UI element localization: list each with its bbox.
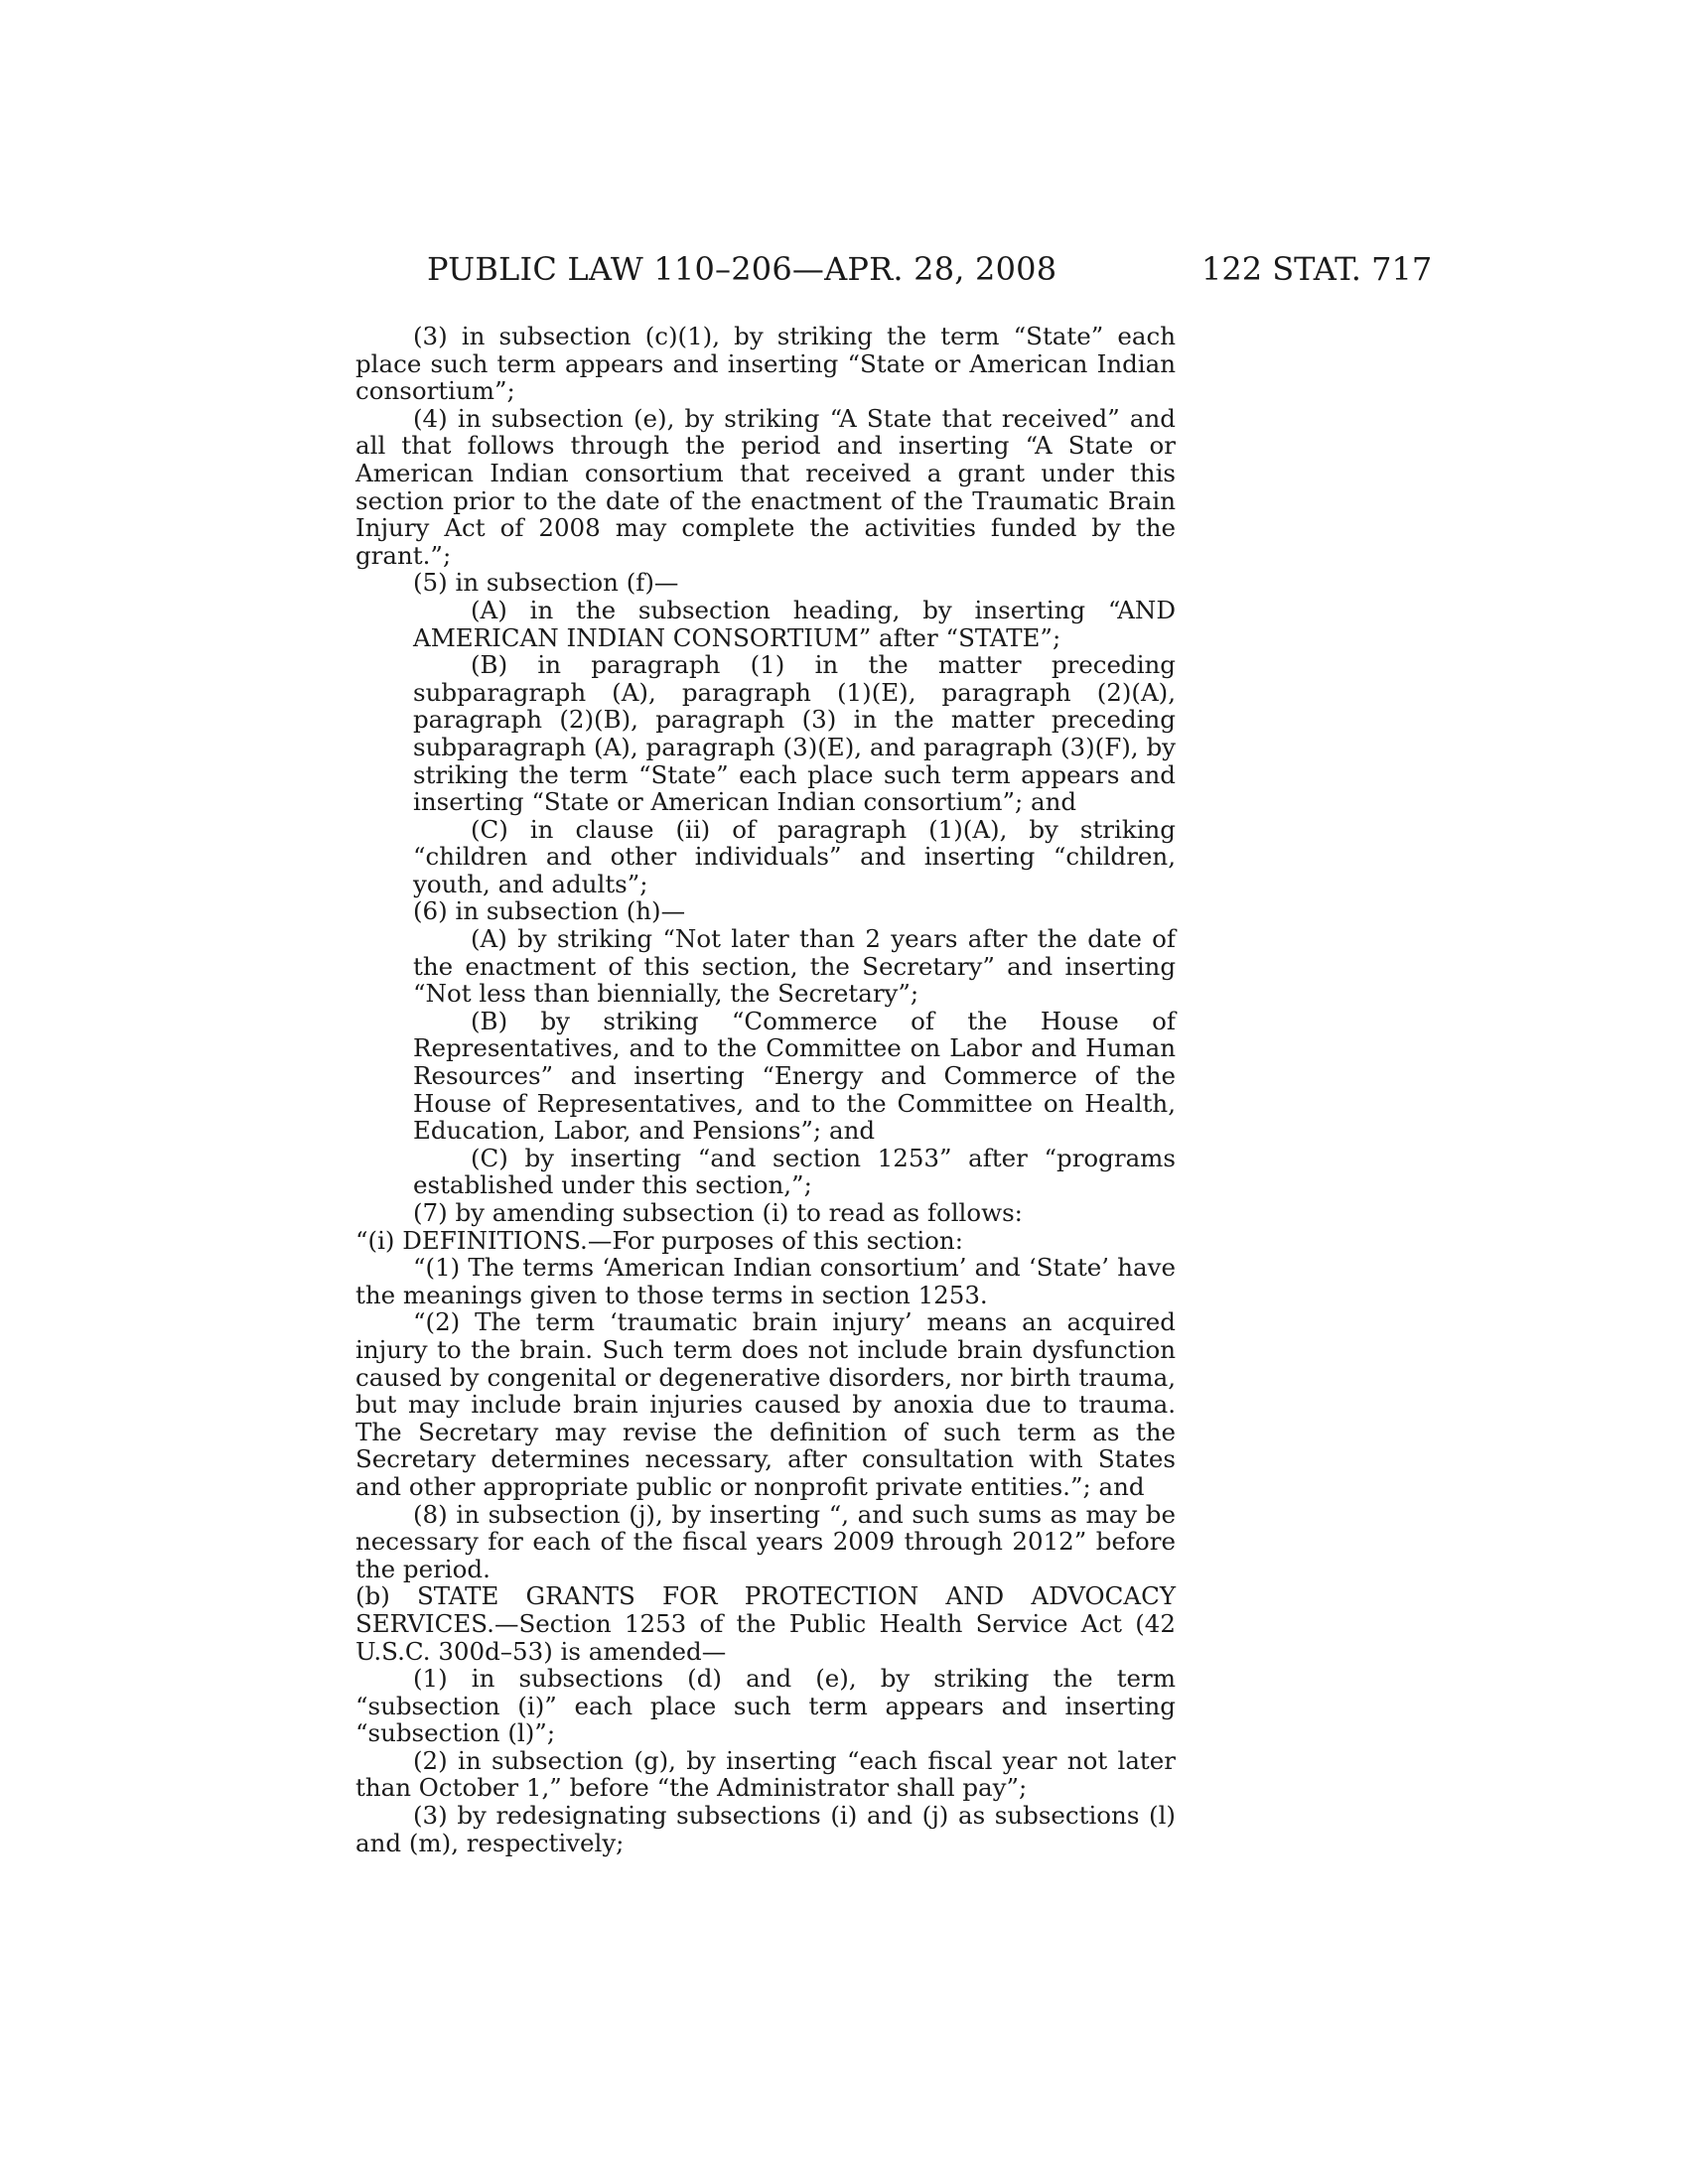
paragraph: (A) by striking “Not later than 2 years after the date of the enactment of this section, the Secretary” and inserting “Not less than biennially, the Secretary”;: [413, 924, 1176, 1009]
paragraph: “(2) The term ‘traumatic brain injury’ means an acquired injury to the brain. Such term does not include brain dysfunction caused by congenital or degenerative disorders, nor birth trauma, but may include brain injuries caused by anoxia due to trauma. The Secretary may revise the definition of such term as the Secretary determines necessary, after consultation with States and other appropriate public or nonprofit private entities.”; and: [355, 1307, 1176, 1501]
paragraph: (C) in clause (ii) of paragraph (1)(A), by striking “children and other individuals” and inserting “children, youth, and adults”;: [413, 814, 1176, 898]
paragraph: (C) by inserting “and section 1253” after “programs established under this section,”;: [413, 1143, 1176, 1200]
paragraph: (3) by redesignating subsections (i) and (j) as subsections (l) and (m), respectively;: [355, 1801, 1176, 1857]
section-heading: (b) STATE GRANTS FOR PROTECTION AND ADVOCACY SERVICES.—Section 1253 of the Public Health Service Act (42 U.S.C. 300d–53) is amended—: [355, 1581, 1176, 1666]
paragraph: (1) in subsections (d) and (e), by striking the term “subsection (i)” each place such term appears and inserting “subsection (l)”;: [355, 1664, 1176, 1748]
paragraph: (8) in subsection (j), by inserting “, and such sums as may be necessary for each of the fiscal years 2009 through 2012” before the period.: [355, 1499, 1176, 1583]
paragraph: (B) in paragraph (1) in the matter preceding subparagraph (A), paragraph (1)(E), paragraph (2)(A), paragraph (2)(B), paragraph (3) in the matter preceding subparagraph (A), paragraph (3)(E), and paragraph (3)(F), by striking the term “State” each place such term appears and inserting “State or American Indian consortium”; and: [413, 650, 1176, 817]
page-header-title: PUBLIC LAW 110–206—APR. 28, 2008: [427, 250, 1057, 288]
page-header-stat-ref: 122 STAT. 717: [1201, 250, 1433, 288]
paragraph: (4) in subsection (e), by striking “A State that received” and all that follows through the period and inserting “A State or American Indian consortium that received a grant under this section prior to the date of the enactment of the Traumatic Brain Injury Act of 2008 may complete the activities funded by the grant.”;: [355, 403, 1176, 570]
document-body: [355, 323, 1176, 1856]
paragraph: (3) in subsection (c)(1), by striking the term “State” each place such term appears and inserting “State or American Indian consortium”;: [355, 322, 1176, 406]
paragraph: (2) in subsection (g), by inserting “each fiscal year not later than October 1,” before “the Administrator shall pay”;: [355, 1745, 1176, 1803]
paragraph: (B) by striking “Commerce of the House of Representatives, and to the Committee on Labor and Human Resources” and inserting “Energy and Commerce of the House of Representatives, and to the Committee on Health, Education, Labor, and Pensions”; and: [413, 1006, 1176, 1146]
section-heading: “(i) DEFINITIONS.—For purposes of this section:: [355, 1225, 963, 1255]
paragraph: “(1) The terms ‘American Indian consortium’ and ‘State’ have the meanings given to those terms in section 1253.: [355, 1253, 1176, 1309]
paragraph: (5) in subsection (f)—: [413, 568, 679, 598]
paragraph: (6) in subsection (h)—: [413, 896, 686, 926]
paragraph: (7) by amending subsection (i) to read as follows:: [413, 1198, 1023, 1227]
paragraph: (A) in the subsection heading, by inserting “AND AMERICAN INDIAN CONSORTIUM” after “STATE”;: [413, 595, 1176, 652]
